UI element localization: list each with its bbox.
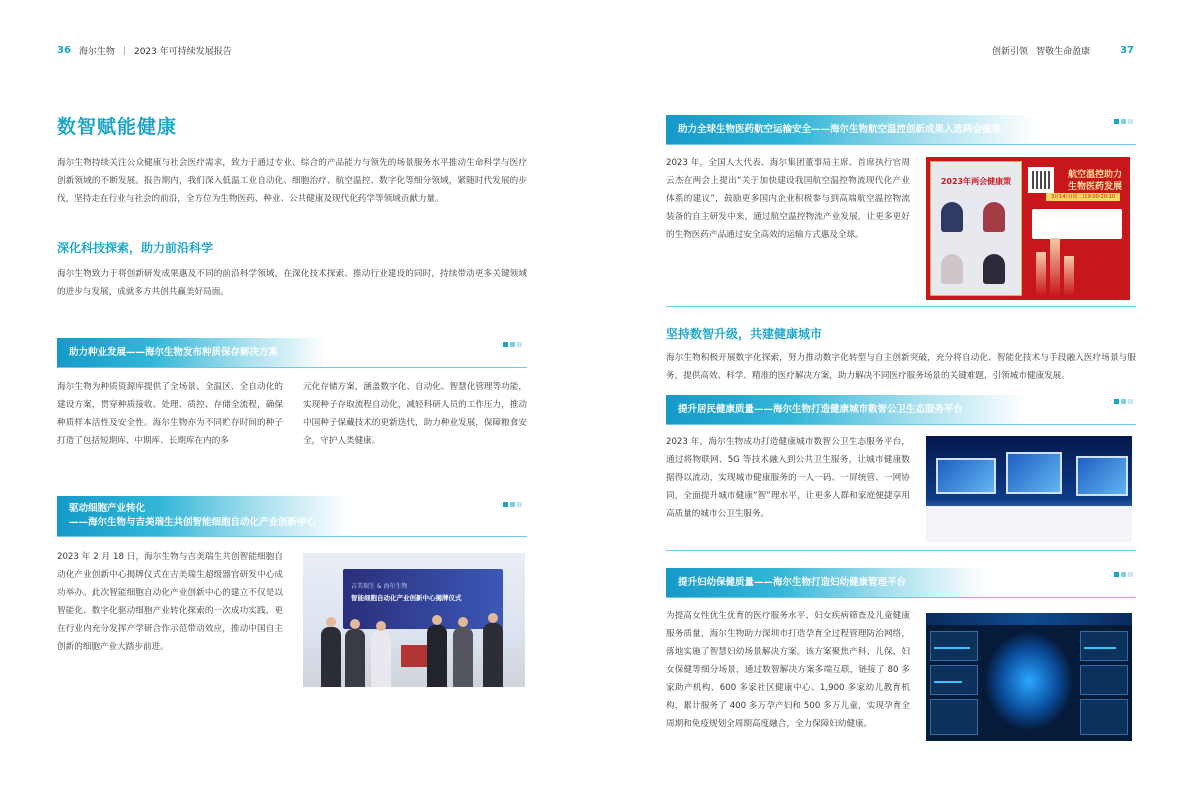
decor-dots: [503, 342, 522, 347]
display-screen: [1076, 456, 1128, 496]
decor-dots: [1114, 399, 1133, 404]
person: [371, 631, 391, 687]
banner-maternal-health: [666, 568, 986, 597]
backdrop-subtitle: 吉美瑞生 & 海尔生物: [351, 583, 408, 590]
dashboard-panel: [1080, 631, 1128, 661]
aviation-paragraph: 2023 年，全国人大代表、海尔集团董事局主席、首席执行官周云杰在两会上提出“关于加快建设我国航空温控物流现代化产业体系的建议”，鼓励更多国内企业积极参与到高端航空温控物流装备的自主研发中来，通过航空温控物流产业发展，让更多更好的生物医药产品通过安全高效的运输方式惠及全球。: [666, 158, 910, 240]
banner-aviation: [666, 115, 1036, 144]
dashboard-panel: [930, 631, 978, 661]
building-shape: [1050, 238, 1060, 296]
dashboard-panel: [930, 665, 978, 695]
header-separator: |: [122, 45, 126, 56]
dashboard-map: [984, 631, 1074, 731]
exhibition-desk: [926, 506, 1132, 542]
maternal-health-paragraph: 为提高女性优生优育的医疗服务水平、妇女疾病筛查及儿童健康服务质量，海尔生物助力深圳市打造孕育全过程管理防治网络，落地实施了智慧妇幼场景解决方案。该方案聚焦产科、儿保、妇女保健等细分场景，通过数智解决方案多端互联，链接了 80 多家助产机构、600 多家社区健康中心、1,900 多家幼儿教育机构，累计服务了 400 多万孕产妇和 500 多万儿童，实现孕育全周期和免疫规划全周期高度融合，全力保障妇幼健康。: [666, 611, 910, 729]
person: [453, 627, 473, 687]
person-head: [488, 613, 498, 623]
divider-line: [666, 424, 1136, 425]
unveiling-ceremony-photo: [303, 553, 525, 687]
person: [941, 254, 963, 284]
page-number-left: 36: [57, 45, 71, 56]
person: [427, 625, 447, 687]
poster-left-panel: [930, 161, 1022, 296]
person: [983, 202, 1005, 232]
person-head: [376, 621, 386, 631]
banner-resident-title: 提升居民健康质量——海尔生物打造健康城市数智公卫生态服务平台: [678, 403, 964, 415]
banner-aviation-title: 助力全球生物医药航空运输安全——海尔生物航空温控创新成果入选两会提案: [678, 123, 1002, 135]
poster-left-title: 2023年两会健康策: [940, 177, 1012, 186]
divider-line: [666, 306, 1136, 307]
intro-paragraph: 海尔生物持续关注公众健康与社会医疗需求，致力于通过专业、综合的产品能力与领先的场景服务水平推动生命科学与医疗创新领域的不断发展。报告期内，我们深入低温工业自动化、细胞治疗、航空温控、数字化等细分领域，紧随时代发展的步伐，坚持走在行业与社会的前沿，全方位为生物医药、种业、公共健康及现代化药学等领域贡献力量。: [57, 158, 527, 204]
person: [941, 202, 963, 232]
header-left: [57, 44, 232, 57]
dashboard-panel: [1080, 665, 1128, 695]
resident-health-paragraph: 2023 年，海尔生物成功打造健康城市数智公卫生态服务平台，通过将物联网、5G 等技术融入到公共卫生服务，让城市健康数据得以流动，实现城市健康服务的一人一码、一屏统管、一网协同，全面提升城市健康“智”理水平，让更多人群和家庭便捷享用高质量的城市公卫生服务。: [666, 437, 910, 519]
poster-right-title-line2: 生物医药发展: [1067, 182, 1122, 192]
building-shape: [1064, 256, 1074, 296]
company-name: 海尔生物: [78, 47, 115, 57]
poster-right-title: [1068, 169, 1122, 193]
section-heading-frontier: 深化科技探索，助力前沿科学: [57, 241, 214, 255]
sponsor-logos: [1032, 209, 1122, 239]
person-head: [458, 617, 468, 627]
two-sessions-poster: [926, 157, 1130, 300]
divider-line: [57, 536, 527, 537]
person: [321, 627, 341, 687]
report-name: 2023 年可持续发展报告: [133, 47, 232, 57]
ceremony-backdrop: [343, 569, 503, 629]
seed-paragraph-col2: 元化存储方案，涵盖数字化、自动化、智慧化管理等功能，实现种子存取流程自动化，减轻科研人员的工作压力，推动中国种子保藏技术的更新迭代，助力种业发展，保障粮食安全，守护人类健康。: [303, 382, 527, 446]
person-head: [350, 619, 360, 629]
maternal-platform-dashboard-image: [926, 613, 1132, 741]
dashboard-panel: [1080, 699, 1128, 735]
slogan-2: 智敬生命盈康: [1036, 47, 1091, 57]
decor-dots: [1114, 119, 1133, 124]
dashboard-bar: [1084, 647, 1116, 649]
banner-cell-line1: 驱动细胞产业转化: [69, 503, 146, 514]
person: [345, 629, 365, 687]
decor-dots: [503, 502, 522, 507]
banner-cell-industry: [57, 496, 347, 536]
slogan-1: 创新引领: [992, 47, 1029, 57]
display-screen: [1006, 452, 1062, 494]
poster-right-panel: [1026, 161, 1126, 296]
banner-cell-line2: ——海尔生物与吉美瑞生共创智能细胞自动化产业创新中心: [69, 517, 317, 528]
poster-right-title-line1: 航空温控助力: [1067, 170, 1122, 180]
person: [983, 254, 1005, 284]
person-head: [432, 615, 442, 625]
qr-code-icon: [1028, 167, 1054, 193]
seed-paragraph-col1: 海尔生物为种质资源库提供了全场景、全温区、全自动化的建设方案，贯穿种质接收、处理、质控、存储全流程，确保种质样本活性及安全性。海尔生物亦为不同贮存时间的种子打造了包括短期库、中期库、长期库在内的多: [57, 382, 283, 446]
decor-dots: [1114, 572, 1133, 577]
display-screen: [936, 458, 996, 494]
divider-line: [666, 550, 1136, 551]
dashboard-bar: [934, 647, 970, 649]
person: [483, 623, 503, 687]
healthy-city-paragraph: 海尔生物积极开展数字化探索，努力推动数字化转型与自主创新突破，充分将自动化、智能化技术与手段融入医疗场景与服务，提供高效、科学、精准的医疗解决方案，助力解决不同医疗服务场景的关键难题，引领城市健康发展。: [666, 353, 1136, 381]
banner-seed-preservation: [57, 338, 327, 367]
banner-maternal-title: 提升妇幼保健质量——海尔生物打造妇幼健康管理平台: [678, 576, 907, 588]
page-title: 数智赋能健康: [57, 116, 178, 138]
frontier-paragraph: 海尔生物致力于将创新研发成果惠及不同的前沿科学领域，在深化技术探索、推动行业建设的同时，持续带动更多关键领域的进步与发展，成就多方共创共赢美好局面。: [57, 269, 527, 297]
building-shape: [1036, 252, 1046, 296]
section-heading-healthy-city: 坚持数智升级，共建健康城市: [666, 327, 823, 341]
divider-line: [666, 597, 1136, 598]
public-health-exhibition-photo: [926, 436, 1132, 542]
poster-date: 3月14日(周二)19:00-20:10: [1046, 193, 1120, 201]
dashboard-bar: [934, 681, 962, 683]
divider-line: [57, 367, 527, 368]
dashboard-panel: [930, 699, 978, 735]
banner-resident-health: [666, 395, 1026, 424]
cell-paragraph: 2023 年 2 月 18 日，海尔生物与吉美瑞生共创智能细胞自动化产业创新中心揭牌仪式在吉美瑞生超级器官研发中心成功举办。此次智能细胞自动化产业创新中心的建立不仅是以智能化、数字化驱动细胞产业转化探索的一次成功实践，更在行业内充分发挥产学研合作示范带动效应，推动中国自主创新的细胞产业大踏步前进。: [57, 552, 283, 652]
backdrop-title: 智能细胞自动化产业创新中心揭牌仪式: [351, 594, 462, 602]
dashboard-header: [926, 613, 1132, 625]
header-right: [992, 44, 1134, 57]
person-head: [326, 617, 336, 627]
page-number-right: 37: [1120, 45, 1134, 56]
divider-line: [666, 144, 1136, 145]
banner-seed-title: 助力种业发展——海尔生物发布种质保存解决方案: [69, 346, 279, 358]
